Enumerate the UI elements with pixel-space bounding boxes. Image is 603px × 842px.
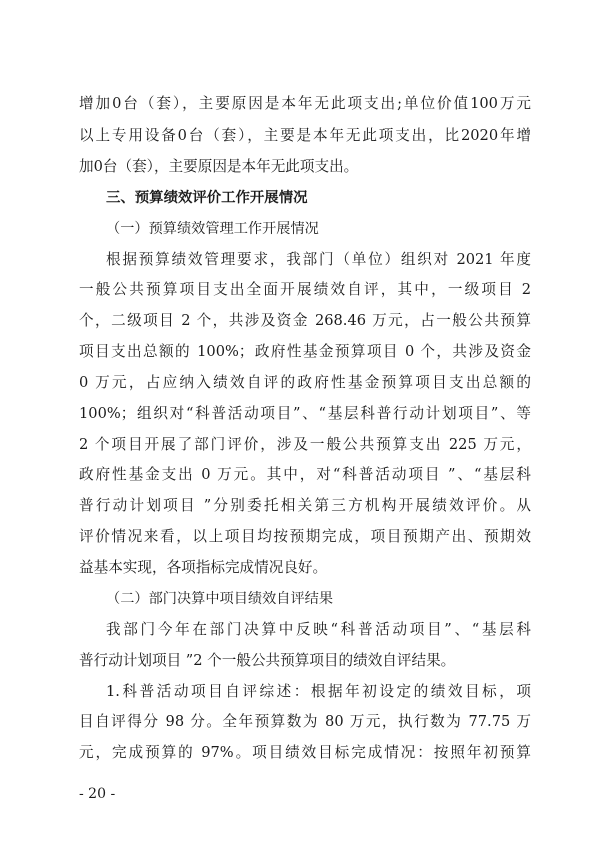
paragraph-line: 以上专用设备0台（套），主要是本年无此项支出，比2020年增 [79, 127, 531, 144]
paragraph-line: 普行动计划项目 ”分别委托相关第三方机构开展绩效评价。从 [79, 497, 531, 514]
paragraph-line: 1.科普活动项目自评综述：根据年初设定的绩效目标，项 [106, 683, 531, 700]
paragraph-line: 政府性基金支出 0 万元。其中，对“科普活动项目 ”、“基层科 [79, 466, 531, 483]
paragraph-line: 益基本实现，各项指标完成情况良好。 [79, 559, 328, 576]
paragraph-line: 加0台（套），主要原因是本年无此项支出。 [79, 158, 359, 175]
paragraph-line: 元，完成预算的 97%。项目绩效目标完成情况：按照年初预算 [79, 744, 531, 761]
page-number: - 20 - [79, 786, 116, 802]
subsection-heading: （一）预算绩效管理工作开展情况 [106, 221, 319, 237]
paragraph-line: 2 个项目开展了部门评价，涉及一般公共预算支出 225 万元， [79, 436, 531, 453]
paragraph-line: 评价情况来看，以上项目均按预期完成，项目预期产出、预期效 [79, 528, 531, 545]
paragraph-line: 一般公共预算项目支出全面开展绩效自评，其中，一级项目 2 [79, 281, 531, 298]
paragraph-line: 项目支出总额的 100%；政府性基金预算项目 0 个，共涉及资金 [79, 343, 531, 360]
paragraph-line: 目自评得分 98 分。全年预算数为 80 万元，执行数为 77.75 万 [79, 713, 531, 730]
paragraph-line: 普行动计划项目 ”2 个一般公共预算项目的绩效自评结果。 [79, 652, 456, 669]
subsection-heading: （二）部门决算中项目绩效自评结果 [106, 591, 334, 607]
paragraph-line: 100%；组织对“科普活动项目”、“基层科普行动计划项目”、等 [79, 405, 531, 422]
paragraph-line: 我部门今年在部门决算中反映“科普活动项目”、“基层科 [106, 621, 531, 638]
paragraph-line: 根据预算绩效管理要求，我部门（单位）组织对 2021 年度 [106, 251, 531, 268]
paragraph-line: 个，二级项目 2 个，共涉及资金 268.46 万元，占一般公共预算 [79, 312, 531, 329]
section-heading: 三、预算绩效评价工作开展情况 [106, 190, 308, 206]
paragraph-line: 增加0台（套），主要原因是本年无此项支出;单位价值100万元 [79, 95, 531, 112]
paragraph-line: 0 万元，占应纳入绩效自评的政府性基金预算项目支出总额的 [79, 374, 531, 391]
